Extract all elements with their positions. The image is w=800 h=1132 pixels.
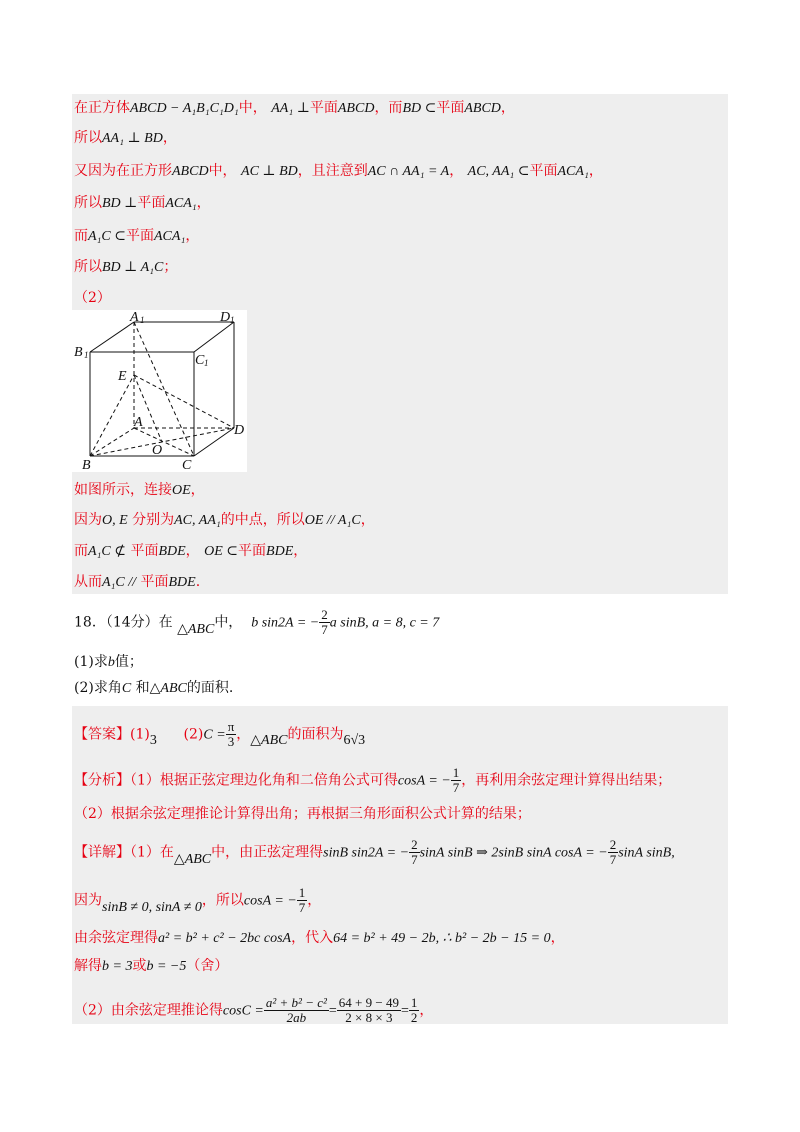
q18-sub1: (1)求b值； [74, 654, 143, 670]
answer-frac: $\frac{\pi}{3}$ [227, 719, 235, 749]
cube-diagram [72, 310, 247, 472]
label-d: D [234, 423, 245, 438]
label-d1: D [220, 310, 231, 325]
detail-line5: （2）由余弦定理推论得cosC = $\frac{\text{a² + b² − c²}}{2ab}$ = $\frac{64 + 9 - 49}{2 \times 8 \times 3}$ = $\frac{1}{2}$ ， [74, 995, 434, 1025]
p1-line1: 在正方体ABCD − A₁B₁C₁D₁中， AA₁ ⊥平面ABCD，而BD ⊂平面ABCD， [74, 100, 515, 116]
edge-ac [134, 428, 194, 456]
analysis-line1: 【分析】（1）根据正弦定理边化角和二倍角公式可得cosA = − $\frac{1}{7}$ ，再利用余弦定理计算得出结果； [74, 765, 672, 795]
detail-frac2: $\frac{2}{7}$ [609, 837, 617, 867]
detail-line2: 因为sinB ≠ 0, sinA ≠ 0，所以cosA = − $\frac{1}{7}$ ， [74, 885, 322, 915]
p1-line7: （2） [74, 290, 111, 306]
p2-line2: 因为O, E 分别为AC, AA₁的中点，所以OE // A₁C， [74, 512, 375, 528]
detail-frac6: $\frac{1}{2}$ [410, 995, 418, 1025]
detail-line1: 【详解】（1）在△ABC中，由正弦定理得sinB sin2A = − $\frac{2}{7}$ sinA sinB ⇒ 2sinB sinA cosA = − $\frac{2}{7}$ sinA sinB, [74, 837, 675, 867]
label-a: A [134, 415, 143, 430]
answer-line: 【答案】(1)3 (2)C = $\frac{\pi}{3}$ ，△ABC的面积为6√3 [74, 719, 366, 749]
label-a1: A [130, 310, 139, 325]
detail-line3: 由余弦定理得a² = b² + c² − 2bc cosA，代入64 = b² + 49 − 2b, ∴ b² − 2b − 15 = 0， [74, 930, 565, 946]
edge-a1c [134, 322, 194, 456]
label-c: C [182, 458, 192, 472]
p1-line6: 所以BD ⊥ A₁C； [74, 259, 178, 275]
label-b1-sub: 1 [84, 350, 89, 360]
cube-figure [72, 310, 247, 472]
q18-frac: $\frac{2}{7}$ [321, 607, 328, 637]
p1-line2: 所以AA₁ ⊥ BD， [74, 130, 177, 146]
p1-line4: 所以BD ⊥平面ACA₁， [74, 195, 211, 211]
label-b: B [82, 458, 91, 472]
p1-line3: 又因为在正方形ABCD中， AC ⊥ BD，且注意到AC ∩ AA₁ = A， AC, AA₁ ⊂平面ACA₁， [74, 163, 603, 179]
p2-line1: 如图所示，连接OE， [74, 482, 205, 498]
p1-line5: 而A₁C ⊂平面ACA₁， [74, 228, 200, 244]
analysis-frac: $\frac{1}{7}$ [452, 765, 460, 795]
q18-stem: 18．（14分）在 △ABC中， b sin2A = − $\frac{2}{7}$ a sinB, a = 8, c = 7 [74, 607, 440, 637]
detail-frac4: $\frac{\text{a² + b² − c²}}{2ab}$ [265, 995, 327, 1025]
detail-frac3: $\frac{1}{7}$ [298, 885, 306, 915]
edge-c1d1 [194, 322, 234, 352]
label-c1: C [195, 353, 205, 368]
detail-frac5: $\frac{64 + 9 - 49}{2 \times 8 \times 3}$ [338, 995, 399, 1025]
analysis-line2: （2）根据余弦定理推论计算得出角；再根据三角形面积公式计算的结果； [74, 806, 531, 822]
label-e: E [118, 369, 127, 384]
label-c1-sub: 1 [204, 358, 209, 368]
label-b1: B [74, 345, 83, 360]
label-d1-sub: 1 [230, 315, 235, 325]
label-a1-sub: 1 [140, 315, 145, 325]
detail-frac1: $\frac{2}{7}$ [411, 837, 418, 867]
edge-eo [134, 375, 162, 442]
detail-line4: 解得b = 3或b = −5（舍） [74, 958, 229, 974]
edge-ed [134, 375, 234, 428]
p2-line4: 从而A₁C // 平面BDE. [74, 574, 201, 590]
p2-line3: 而A₁C ⊄ 平面BDE， OE ⊂平面BDE， [74, 543, 308, 559]
label-o: O [152, 443, 163, 458]
edge-b1a1 [90, 322, 134, 352]
q18-sub2: (2)求角C 和△ABC的面积. [74, 680, 234, 696]
edge-be [90, 375, 134, 456]
